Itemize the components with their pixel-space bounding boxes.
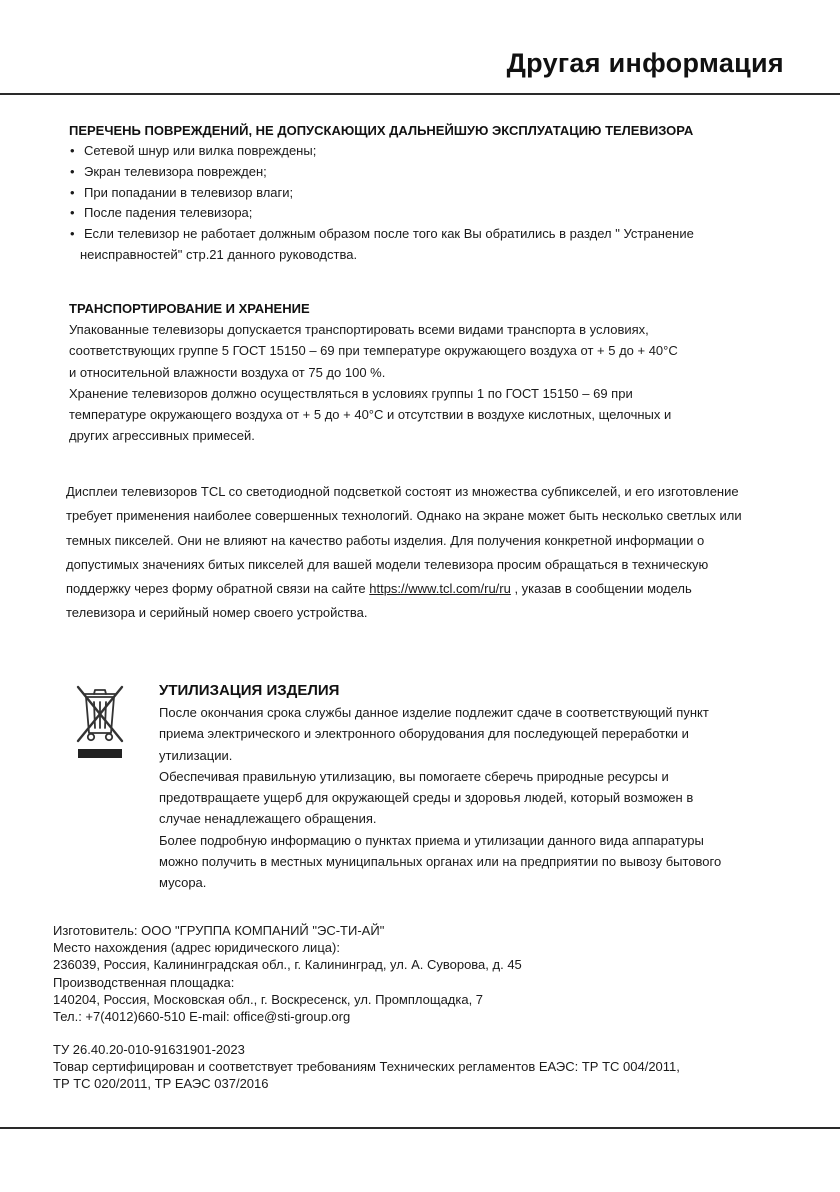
certification-section bbox=[53, 1041, 793, 1093]
text-line: Более подробную информацию о пунктах приема и утилизации данного вида аппаратуры bbox=[159, 832, 704, 848]
text-line: Хранение телевизоров должно осуществляться в условиях группы 1 по ГОСТ 15150 – 69 при bbox=[69, 385, 633, 401]
text-line: предотвращаете ущерб для окружающей среды и здоровья людей, который возможен в bbox=[159, 790, 694, 806]
list-item: • Если телевизор не работает должным образом после того как Вы обратились в раздел " Устранение неисправностей" стр.21 данного руководства. bbox=[70, 226, 694, 262]
text-line: можно получить в местных муниципальных органах или на предприятии по вывозу бытового bbox=[159, 854, 722, 870]
damage-section bbox=[69, 121, 789, 266]
text-line: ТР ТС 020/2011, ТР ЕАЭС 037/2016 bbox=[53, 1076, 269, 1092]
text-line: Дисплеи телевизоров TCL со светодиодной подсветкой состоят из множества субпикселей, и его изготовление bbox=[66, 484, 739, 499]
text-line: мусора. bbox=[159, 875, 207, 891]
text-line: 140204, Россия, Московская обл., г. Воскресенск, ул. Промплощадка, 7 bbox=[53, 991, 484, 1007]
text-line: Тел.: +7(4012)660-510 E-mail: office@sti-group.org bbox=[53, 1009, 351, 1025]
text-line: Упакованные телевизоры допускается транспортировать всеми видами транспорта в условиях, bbox=[69, 322, 649, 337]
text-line: утилизации. bbox=[159, 747, 233, 763]
bottom-divider bbox=[0, 1127, 840, 1129]
list-item: • При попадании в телевизор влаги; bbox=[70, 184, 294, 200]
crossed-out-wheelie-bin-icon bbox=[74, 681, 126, 761]
manufacturer-section bbox=[53, 922, 793, 1025]
transport-heading: ТРАНСПОРТИРОВАНИЕ И ХРАНЕНИЕ bbox=[69, 301, 310, 316]
text-line: допустимых значениях битых пикселей для вашей модели телевизора просим обращаться в техническую bbox=[66, 556, 709, 572]
damage-list bbox=[69, 141, 789, 266]
disposal-section bbox=[159, 680, 799, 894]
text-line: требует применения наиболее совершенных технологий. Однако на экране может быть несколько светлых или bbox=[66, 508, 742, 524]
displays-section bbox=[66, 480, 806, 626]
text-line: поддержку через форму обратной связи на сайте https://www.tcl.com/ru/ru , указав в сообщении модель bbox=[66, 581, 692, 597]
text-line: ТУ 26.40.20-010-91631901-2023 bbox=[53, 1042, 245, 1057]
list-item: • Экран телевизора поврежден; bbox=[70, 163, 267, 179]
text-line: Изготовитель: ООО "ГРУППА КОМПАНИЙ "ЭС-ТИ-АЙ" bbox=[53, 923, 385, 938]
damage-heading: ПЕРЕЧЕНЬ ПОВРЕЖДЕНИЙ, НЕ ДОПУСКАЮЩИХ ДАЛЬНЕЙШУЮ ЭКСПЛУАТАЦИЮ ТЕЛЕВИЗОРА bbox=[69, 123, 694, 138]
text-line: телевизора и серийный номер своего устройства. bbox=[66, 605, 368, 621]
top-divider bbox=[0, 93, 840, 95]
list-item: • Сетевой шнур или вилка повреждены; bbox=[70, 143, 317, 158]
text-line: 236039, Россия, Калининградская обл., г. Калининград, ул. А. Суворова, д. 45 bbox=[53, 957, 522, 973]
transport-section bbox=[69, 299, 789, 447]
text-line: Обеспечивая правильную утилизацию, вы помогаете сберечь природные ресурсы и bbox=[159, 768, 669, 784]
list-item: • После падения телевизора; bbox=[70, 205, 253, 221]
text-line: случае ненадлежащего обращения. bbox=[159, 811, 377, 827]
page-title: Другая информация bbox=[506, 48, 784, 78]
text-line: соответствующих группе 5 ГОСТ 15150 – 69 при температуре окружающего воздуха от + 5 до + 40°С bbox=[69, 343, 678, 359]
text-line: приема электрического и электронного оборудования для последующей переработки и bbox=[159, 726, 689, 742]
text-line: темных пикселей. Они не влияют на качество работы изделия. Для получения конкретной информации о bbox=[66, 532, 705, 548]
text-line: Место нахождения (адрес юридического лица): bbox=[53, 940, 340, 956]
text-line: температуре окружающего воздуха от + 5 до + 40°С и отсутствии в воздухе кислотных, щелочных и bbox=[69, 407, 672, 423]
tcl-support-link[interactable]: https://www.tcl.com/ru/ru bbox=[369, 581, 511, 597]
text-line: После окончания срока службы данное изделие подлежит сдаче в соответствующий пункт bbox=[159, 705, 709, 720]
text-line: Товар сертифицирован и соответствует требованиям Технических регламентов ЕАЭС: ТР ТС 004/2011, bbox=[53, 1059, 680, 1075]
text-line: и относительной влажности воздуха от 75 до 100 %. bbox=[69, 364, 386, 380]
text-line: других агрессивных примесей. bbox=[69, 428, 255, 444]
disposal-heading: УТИЛИЗАЦИЯ ИЗДЕЛИЯ bbox=[159, 682, 340, 699]
text-line: Производственная площадка: bbox=[53, 974, 235, 990]
